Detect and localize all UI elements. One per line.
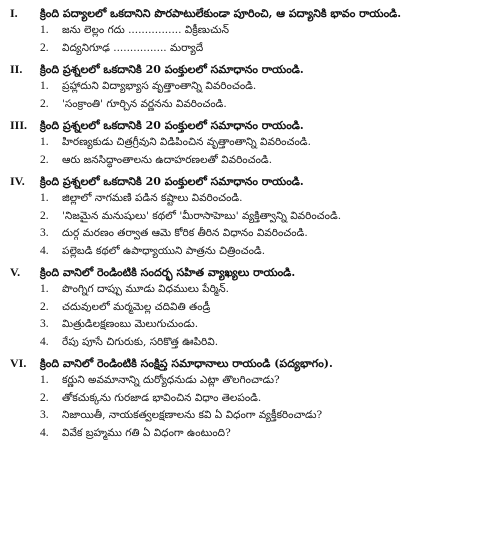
section-header [10, 174, 475, 189]
question-text: ప్రహ్లాదుని విద్యాభ్యాస వృత్తాంతాన్ని వివరించండి. [62, 80, 257, 92]
question-item [10, 191, 475, 207]
question-item [10, 391, 475, 407]
question-number: 1. [40, 136, 49, 148]
question-number: 3. [40, 318, 49, 330]
question-item [10, 426, 475, 442]
question-item [10, 300, 475, 316]
question-item [10, 135, 475, 151]
question-number: 4. [40, 244, 49, 257]
question-item [10, 335, 475, 351]
question-number: 2. [40, 391, 49, 404]
question-number: 2. [40, 209, 49, 222]
section-numeral: II. [10, 62, 23, 76]
section-instruction: క్రింది పద్యాలలో ఒకదానిని పొరపాటులేకుండా పూరించి, ఆ పద్యానికి భావం రాయండి. [40, 7, 402, 20]
question-number: 2. [40, 153, 49, 166]
question-number: 1. [40, 192, 49, 204]
section-header [10, 356, 475, 371]
question-item [10, 79, 475, 95]
section-instruction: క్రింది ప్రశ్నలలో ఒకదానికి 20 పంక్తులలో సమాధానం రాయండి. [40, 119, 304, 132]
question-text: తోకచుక్కను గురజాడ భావించిన విధాం తెలపండి. [62, 391, 262, 404]
question-item [10, 23, 475, 39]
section-numeral: IV. [10, 174, 25, 188]
section-header [10, 62, 475, 77]
question-text: వివేక బ్రహ్మము గతి ఏ విధంగా ఉంటుంది? [62, 426, 231, 439]
question-number: 4. [40, 335, 49, 348]
section-5 [10, 265, 475, 350]
question-number: 3. [40, 227, 49, 239]
section-numeral: I. [10, 6, 18, 20]
section-6 [10, 356, 475, 441]
question-text: చదువులలో మర్మమెల్ల చదివితి తండ్రీ [62, 300, 211, 313]
section-instruction: క్రింది ప్రశ్నలలో ఒకదానికి 20 పంక్తులలో సమాధానం రాయండి. [40, 175, 304, 188]
section-header [10, 265, 475, 280]
question-text: జిల్లాలో నాగమణి పడిన కష్టాలు వివరించండి. [62, 192, 243, 204]
question-item [10, 153, 475, 169]
question-item [10, 97, 475, 113]
question-text: జను లెల్లం గదు ................ విక్రీణుచున్ [62, 24, 230, 36]
question-number: 2. [40, 97, 49, 110]
question-text: విద్యనిగూఢ ................ మర్యాదే [62, 41, 204, 54]
section-instruction: క్రింది ప్రశ్నలలో ఒకదానికి 20 పంక్తులలో సమాధానం రాయండి. [40, 63, 304, 76]
question-text: పల్లెబడి కథలో ఉపాధ్యాయుని పాత్రను చిత్రించండి. [62, 244, 266, 257]
question-item [10, 41, 475, 57]
question-number: 2. [40, 300, 49, 313]
question-item [10, 317, 475, 333]
question-number: 4. [40, 426, 49, 439]
question-number: 2. [40, 41, 49, 54]
question-item [10, 226, 475, 242]
question-text: రేపు పూసే చిగురుకు, సరికొత్త ఊపిరివి. [62, 335, 219, 348]
question-item [10, 244, 475, 260]
question-text: పొంగ్నిగ దాప్పు మూడు విధములు పేర్మిన్. [62, 283, 229, 295]
section-4 [10, 174, 475, 259]
section-instruction: క్రింది వానిలో రెండింటికి సందర్భ సహిత వ్యాఖ్యలు రాయండి. [40, 266, 296, 279]
question-number: 1. [40, 24, 49, 36]
question-number: 1. [40, 283, 49, 295]
question-item [10, 408, 475, 424]
question-number: 1. [40, 374, 49, 386]
question-text: 'సంక్రాంతి' గూర్చిన వర్ణనను వివరించండి. [62, 97, 227, 110]
question-number: 1. [40, 80, 49, 92]
question-text: ఆరు జనసిద్ధాంతాలను ఉదాహరణలతో వివరించండి. [62, 153, 273, 166]
question-number: 3. [40, 409, 49, 421]
section-2 [10, 62, 475, 112]
section-3 [10, 118, 475, 168]
question-text: 'నిజమైన మనుషులు' కథలో 'మీరాసాహెబు' వ్యక్తిత్వాన్ని వివరించండి. [62, 209, 342, 222]
question-text: హిరణ్యకుడు చిత్రగ్రీవుని విడిపించిన వృత్తాంతాన్ని వివరించండి. [62, 136, 311, 148]
section-1 [10, 6, 475, 56]
question-text: దుర్గ మరణం తర్వాత ఆమె కోరిక తీరిన విధానం వివరించండి. [62, 227, 308, 239]
question-item [10, 209, 475, 225]
question-text: మిత్రుడిలక్షణంబు మెలుగుచుండు. [62, 318, 199, 330]
question-item [10, 282, 475, 298]
question-text: నిజాయితీ, నాయకత్వలక్షణాలను కవి ఏ విధంగా వ్యక్తీకరించాడు? [62, 409, 323, 421]
section-header [10, 118, 475, 133]
section-numeral: III. [10, 118, 28, 132]
question-text: కర్ణుని అవమానాన్ని దుర్యోధనుడు ఎట్లా తొలగించాడు? [62, 374, 280, 386]
section-header [10, 6, 475, 21]
section-numeral: VI. [10, 356, 27, 370]
section-numeral: V. [10, 265, 21, 279]
question-item [10, 373, 475, 389]
section-instruction: క్రింది వానిలో రెండింటికి సంక్షిప్త సమాధానాలు రాయండి (పద్యభాగం). [40, 357, 333, 370]
